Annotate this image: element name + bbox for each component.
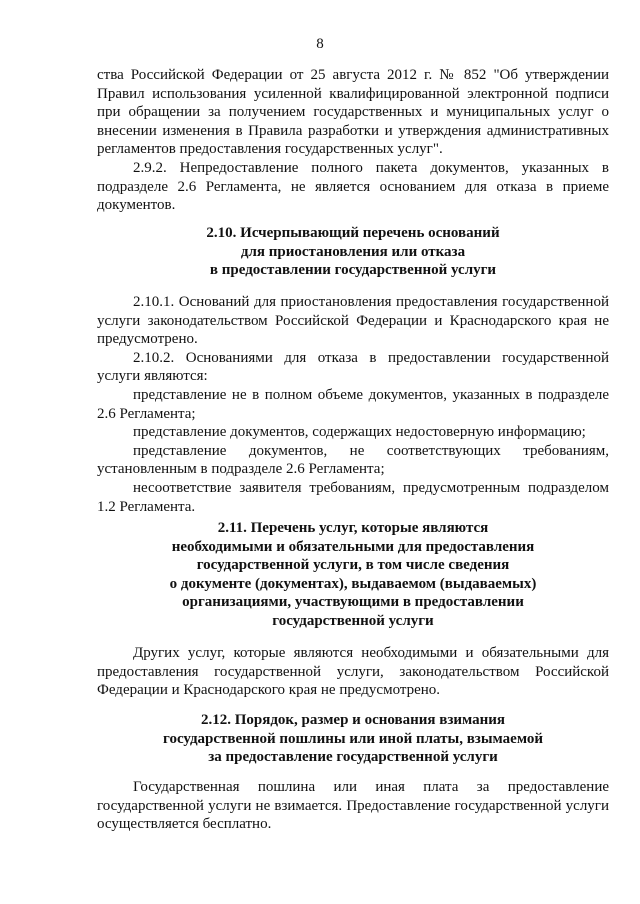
section-2-12-body [97, 778, 609, 834]
heading-2-11 [97, 519, 609, 631]
paragraph-continuation: ства Российской Федерации от 25 августа 2012 г. № 852 "Об утверждении Правил использования усиленной квалифицированной электронной подписи при обращении за получением государственных и муниципальных услуг о внесении изменения в Правила разработки и утверждения административных регламентов предоставления государственных услуг". [97, 67, 609, 158]
paragraph-group-2-9 [97, 66, 609, 215]
heading-2-10 [97, 224, 609, 280]
heading-line: необходимыми и обязательными для предоставления [171, 538, 535, 555]
paragraph-2-11: Других услуг, которые являются необходимыми и обязательными для предоставления государственной услуги, законодательством Российской Федерации и Краснодарского края не предусмотрено. [97, 645, 609, 699]
heading-line: для приостановления или отказа [240, 243, 466, 260]
heading-line: 2.12. Порядок, размер и основания взимания [200, 712, 506, 728]
heading-line: государственной пошлины или иной платы, взымаемой [163, 730, 543, 747]
heading-line: государственной услуги, в том числе сведения [196, 557, 510, 574]
list-item: представление не в полном объеме документов, указанных в подразделе 2.6 Регламента; [97, 386, 609, 422]
section-2-10-body [97, 293, 609, 516]
heading-line: за предоставление государственной услуги [208, 749, 498, 766]
page-number: 8 [316, 36, 324, 52]
heading-line: 2.10. Исчерпывающий перечень оснований [206, 225, 500, 241]
list-item: представление документов, не соответствующих требованиям, установленным в подразделе 2.6 Регламента; [97, 442, 609, 478]
list-item: представление документов, содержащих недостоверную информацию; [133, 424, 586, 441]
section-2-11-body [97, 644, 609, 700]
heading-2-12 [97, 711, 609, 767]
paragraph-2-12: Государственная пошлина или иная плата за предоставление государственной услуги не взимается. Предоставление государственной услуги осуществляется бесплатно. [97, 779, 609, 833]
paragraph-2-9-2: 2.9.2. Непредоставление полного пакета документов, указанных в подразделе 2.6 Регламента, не является основанием для отказа в приеме документов. [97, 159, 609, 214]
heading-line: о документе (документах), выдаваемом (выдаваемых) [169, 575, 537, 592]
heading-line: 2.11. Перечень услуг, которые являются [217, 520, 489, 536]
heading-line: в предоставлении государственной услуги [209, 262, 497, 279]
paragraph-2-10-1: 2.10.1. Оснований для приостановления предоставления государственной услуги законодательством Российской Федерации и Краснодарского края не предусмотрено. [97, 294, 609, 348]
heading-line: организациями, участвующими в предоставлении [182, 594, 524, 611]
paragraph-2-10-2: 2.10.2. Основаниями для отказа в предоставлении государственной услуги являются: [97, 349, 609, 385]
heading-line: государственной услуги [272, 612, 434, 629]
list-item: несоответствие заявителя требованиям, предусмотренным подразделом 1.2 Регламента. [97, 479, 609, 515]
